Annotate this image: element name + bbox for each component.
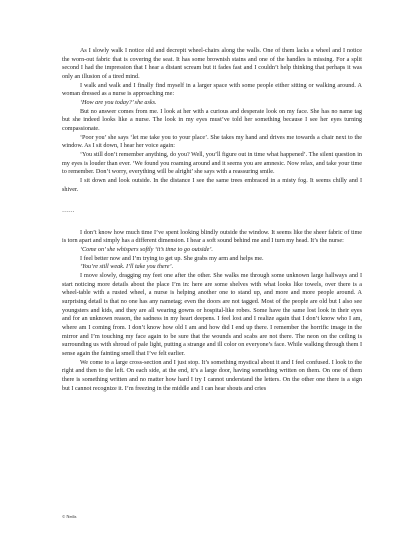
dialogue-line: ‘You’re still weak. I’ll take you there’. bbox=[80, 264, 174, 271]
dialogue-line: ‘Come on’ she whispers softly ‘it’s time to go outside’. bbox=[80, 247, 213, 254]
dialogue-line: ‘Poor you’ she says ‘let me take you to your place’. She takes my hand and drives me towards a chair next to the window. As I sit down, I hear her voice again: bbox=[62, 134, 362, 150]
section-break: …… bbox=[62, 208, 75, 215]
paragraph: I feel better now and I’m trying to get up. She grabs my arm and helps me. bbox=[80, 255, 264, 262]
paragraph: As I slowly walk I notice old and decrepit wheel-chairs along the walls. One of them lacks a wheel and I notice the worn-out fabric that is covering the seat. It has some brownish stains and one of the handles is missing. For a split second I had the impression that I hear a distant scream but it fades fast and I couldn’t help thinking that perhaps it was only an illusion of a tired mind. bbox=[62, 48, 362, 80]
paragraph: I move slowly, dragging my feet one after the other. She walks me through some unknown large hallways and I start noticing more details about the place I’m in: here are some shelves with what looks like towels, over there is a wheel-table with a rusted wheel, a nurse is helping another one to stand up, and more and more people around. A surprising detail is that no one has any nametag; even the doors are not tagged. Most of the people are old but I also see youngsters and kids, and they are all wearing gowns or hospital-like robes. Some have the same lost look in their eyes and for an unknown reason, the sadness in my heart deepens. I feel lost and I realize again that I don’t know who I am, where am I coming from. I don’t know how old I am and how did I end up there. I remember the horrific image in the mirror and I’m touching my face again to be sure that the wounds and scabs are not there. The neon on the ceiling is surrounding us with shroud of pale light, putting a strange and ill color on everyone’s face. While walking through them I sense again the fainting smell that I’ve felt earlier. bbox=[62, 273, 362, 357]
paragraph: I sit down and look outside. In the distance I see the same trees embraced in a misty fog. It seems chilly and I shiver. bbox=[62, 177, 362, 193]
dialogue-line: ‘How are you today?’ she asks. bbox=[80, 99, 157, 106]
copyright-footer: © Nedis bbox=[62, 514, 77, 519]
paragraph: But no answer comes from me. I look at her with a curious and desperate look on my face. She has no name tag but she indeed looks like a nurse. The look in my eyes must’ve told her something because I see her eyes turning compassionate. bbox=[62, 108, 362, 132]
paragraph: I don’t know how much time I’ve spent looking blindly outside the window. It seems like the sheer fabric of time is torn apart and simply has a different dimension. I hear a soft sound behind me and I turn my head. It’s the nurse: bbox=[62, 229, 362, 245]
paragraph: I walk and walk and I finally find myself in a larger space with some people either sitting or walking around. A woman dressed as a nurse is approaching me: bbox=[62, 82, 362, 98]
dialogue-line: ‘You still don’t remember anything, do you? Well, you’ll figure out in time what happened’. The silent question in my eyes is louder than ever. ‘We found you roaming around and it seems you are amnesic. Now relax, and take your time to remember. Don’t worry, everything will be alright’ she says with a reassuring smile. bbox=[62, 151, 362, 176]
story-text bbox=[62, 47, 362, 393]
paragraph: We come to a large cross-section and I just stop. It’s something mystical about it and I feel confused. I look to the right and then to the left. On each side, at the end, it’s a large door, having something written on them. On one of them there is something written and no matter how hard I try I cannot understand the letters. On the other one there is a sign but I cannot recognize it. I’m freezing in the middle and I can hear shouts and cries bbox=[62, 359, 362, 392]
